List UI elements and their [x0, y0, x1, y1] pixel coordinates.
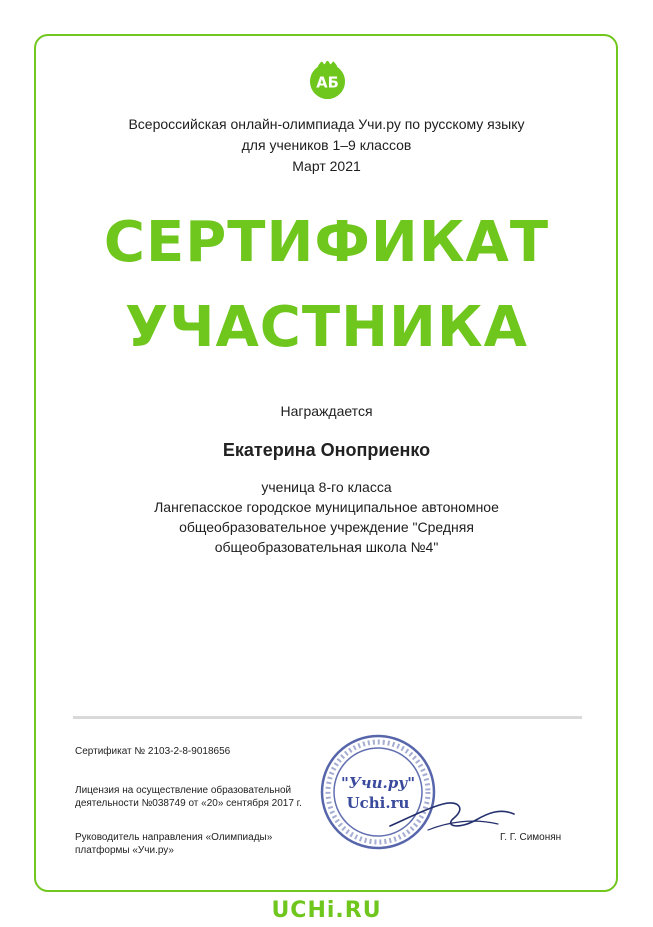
certificate-title-line-1: СЕРТИФИКАТ: [103, 210, 550, 275]
director-line-2: платформы «Учи.ру»: [75, 845, 174, 856]
signature-icon: [388, 778, 518, 848]
header-line-1: Всероссийская онлайн-олимпиада Учи.ру по русскому языку: [128, 116, 525, 132]
logo-text: АБ: [316, 74, 339, 92]
details-line-3: общеобразовательное учреждение "Средняя: [179, 519, 474, 535]
brand-footer: UCHi.RU: [271, 898, 382, 923]
details-line-1: ученица 8-го класса: [261, 479, 392, 495]
header-line-2: для учеников 1–9 классов: [241, 137, 412, 153]
certificate-title-line-2: УЧАСТНИКА: [125, 295, 528, 360]
license-line-2: деятельности №038749 от «20» сентября 2017 г.: [75, 798, 302, 809]
recipient-details: [0, 477, 653, 557]
details-line-4: общеобразовательная школа №4": [214, 539, 439, 555]
details-line-2: Лангепасское городское муниципальное автономное: [154, 499, 499, 515]
header-line-3: Март 2021: [292, 158, 361, 174]
stamp-text-2: Uchi.ru: [346, 794, 410, 812]
stamp-text-1: "Учи.ру": [340, 774, 416, 792]
awarded-label: Награждается: [280, 403, 373, 419]
olympiad-header: [0, 114, 653, 177]
recipient-name: Екатерина Оноприенко: [222, 440, 431, 460]
license-line-1: Лицензия на осуществление образовательной: [75, 785, 292, 796]
divider: [73, 716, 582, 719]
director-line-1: Руководитель направления «Олимпиады»: [75, 832, 273, 843]
signer-name: Г. Г. Симонян: [500, 832, 562, 843]
license-info: [75, 784, 302, 810]
certificate-number: Сертификат № 2103-2-8-9018656: [75, 746, 231, 757]
uchi-logo-icon: [308, 61, 347, 100]
director-title: [75, 831, 272, 857]
